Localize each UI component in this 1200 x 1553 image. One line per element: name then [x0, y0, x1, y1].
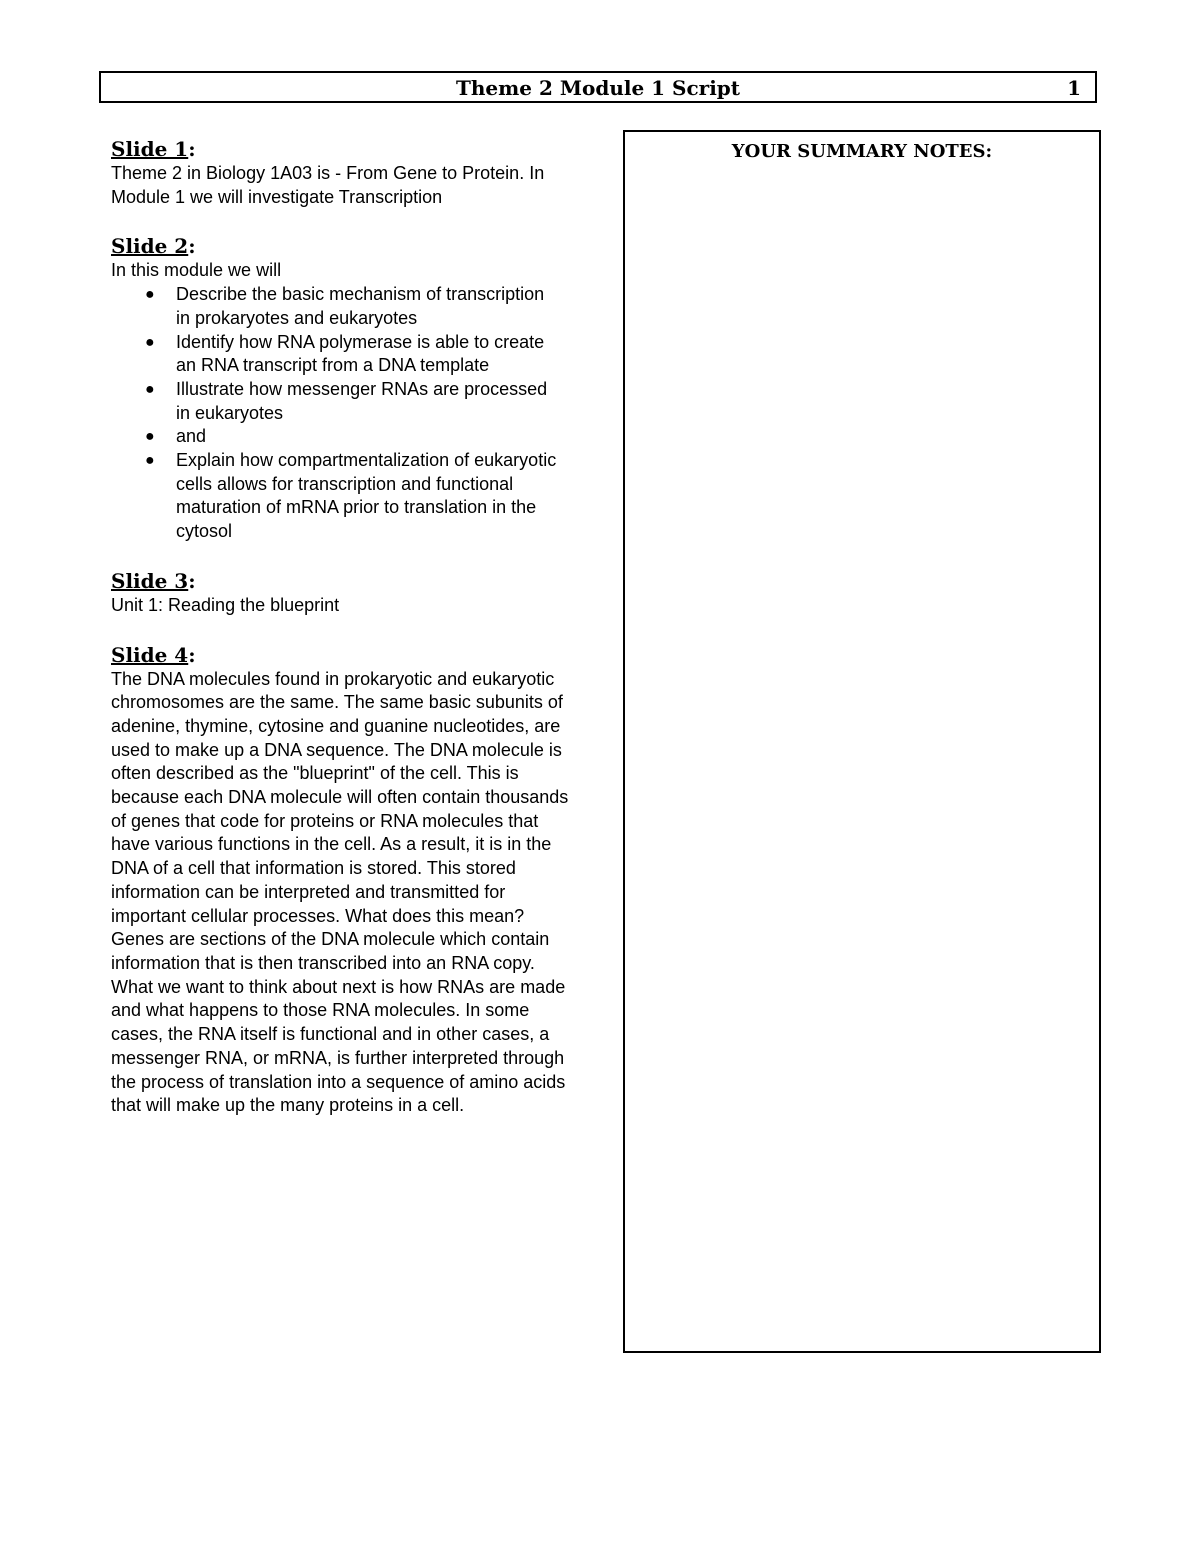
bullet-icon: ● [145, 380, 155, 398]
bullet-icon: ● [145, 428, 155, 446]
slide-3-label: Slide 3 [111, 568, 189, 593]
slide-1-section [111, 136, 571, 209]
summary-notes-box [623, 130, 1101, 1353]
bullet-icon: ● [145, 452, 155, 470]
slide-4-heading: Slide 4: [111, 642, 196, 667]
bullet-icon: ● [145, 286, 155, 304]
slide-4-text: The DNA molecules found in prokaryotic and eukaryotic chromosomes are the same. The same basic subunits of adenine, thymine, cytosine and guanine nucleotides, are used to make up a DNA sequence. The DNA molecule is often described as the "blueprint" of the cell. This is because each DNA molecule will often contain thousands of genes that code for proteins or RNA molecules that have various functions in the cell. As a result, it is in the DNA of a cell that information is stored. This stored information can be interpreted and transmitted for important cellular processes. What does this mean? Genes are sections of the DNA molecule which contain information that is then transcribed into an RNA copy. What we want to think about next is how RNAs are made and what happens to those RNA molecules. In some cases, the RNA itself is functional and in other cases, a messenger RNA, or mRNA, is further interpreted through the process of translation into a sequence of amino acids that will make up the many proteins in a cell. [111, 668, 569, 1116]
slide-3-heading: Slide 3: [111, 568, 196, 593]
slide-4-label: Slide 4 [111, 642, 189, 667]
script-column [111, 136, 571, 1142]
list-item [111, 331, 571, 378]
list-item-text: and [176, 426, 207, 447]
objectives-list [111, 283, 571, 544]
list-item-text: Illustrate how messenger RNAs are processed in eukaryotes [176, 378, 548, 423]
slide-2-section [111, 233, 571, 543]
slide-2-heading: Slide 2: [111, 234, 196, 259]
list-item-text: Explain how compartmentalization of eukaryotic cells allows for transcription and functional maturation of mRNA prior to translation in the cytosol [176, 450, 557, 542]
bullet-icon: ● [145, 333, 155, 351]
list-item-text: Identify how RNA polymerase is able to create an RNA transcript from a DNA template [176, 331, 545, 376]
list-item [111, 425, 571, 449]
summary-notes-title: YOUR SUMMARY NOTES: [731, 141, 993, 162]
slide-3-section [111, 568, 571, 618]
list-item [111, 449, 571, 544]
slide-1-heading: Slide 1: [111, 137, 196, 161]
page-header [99, 71, 1097, 103]
list-item [111, 283, 571, 330]
page-number: 1 [1067, 76, 1081, 100]
list-item-text: Describe the basic mechanism of transcription in prokaryotes and eukaryotes [176, 284, 545, 328]
slide-1-text: Theme 2 in Biology 1A03 is - From Gene to Protein. In Module 1 we will investigate Transcription [111, 163, 545, 207]
slide-2-label: Slide 2 [111, 234, 189, 259]
slide-2-intro: In this module we will [111, 260, 282, 281]
document-title: Theme 2 Module 1 Script [455, 76, 741, 100]
slide-4-section [111, 642, 571, 1118]
slide-1-label: Slide 1 [111, 137, 189, 161]
slide-3-text: Unit 1: Reading the blueprint [111, 594, 340, 615]
list-item [111, 378, 571, 425]
